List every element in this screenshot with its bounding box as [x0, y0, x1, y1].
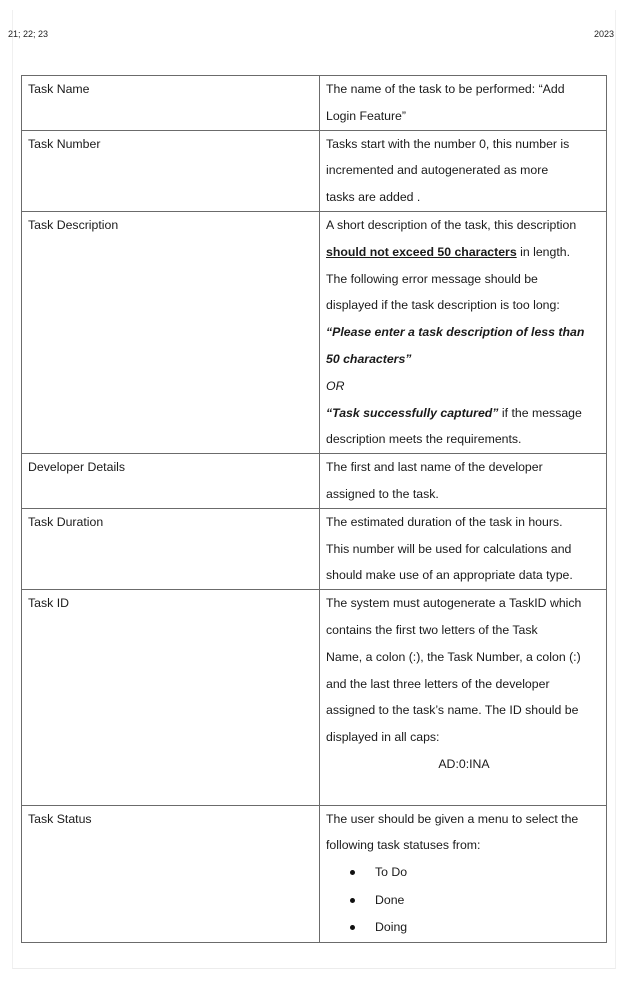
row-label: Task Number [22, 130, 320, 211]
row-description [320, 805, 607, 942]
row-description [320, 508, 607, 589]
table-row-developer-details [22, 454, 607, 509]
status-option [326, 887, 602, 915]
row-description [320, 454, 607, 509]
table-row-task-status [22, 805, 607, 942]
desc-line: The following error message should be [326, 271, 538, 286]
desc-line: This number will be used for calculations and [326, 541, 572, 556]
desc-line: tasks are added . [326, 190, 421, 205]
desc-line: displayed in all caps: [326, 730, 440, 745]
row-label: Task Name [22, 76, 320, 131]
row-label: Task Status [22, 805, 320, 942]
blank-line [326, 778, 602, 805]
error-message-text: “Please enter a task description of less than [326, 325, 585, 340]
desc-line: displayed if the task description is too long: [326, 298, 560, 313]
or-text: OR [326, 378, 345, 393]
desc-line: description meets the requirements. [326, 432, 522, 447]
desc-line: assigned to the task. [326, 486, 439, 501]
desc-text: if the message [498, 405, 582, 420]
status-option-label: Done [375, 892, 405, 907]
desc-line: following task statuses from: [326, 838, 481, 853]
desc-line: The first and last name of the developer [326, 460, 543, 475]
table-row-task-description [22, 211, 607, 453]
status-option-label: To Do [375, 865, 408, 880]
header-left-text: 21; 22; 23 [8, 29, 49, 39]
row-label: Task Duration [22, 508, 320, 589]
success-message-text: “Task successfully captured” [326, 405, 499, 420]
desc-line: The system must autogenerate a TaskID which [326, 596, 582, 611]
row-label: Task Description [22, 211, 320, 453]
desc-line: Login Feature” [326, 108, 406, 123]
desc-line: Name, a colon (:), the Task Number, a colon (:) [326, 649, 581, 664]
desc-line: The estimated duration of the task in hours. [326, 514, 563, 529]
task-spec-table [21, 75, 607, 943]
table-row-task-number [22, 130, 607, 211]
status-option-label: Doing [375, 920, 408, 935]
row-description [320, 130, 607, 211]
status-option [326, 914, 602, 942]
table-row-task-name [22, 76, 607, 131]
row-description [320, 590, 607, 805]
bullet-icon [350, 925, 355, 930]
desc-line: contains the first two letters of the Task [326, 622, 538, 637]
desc-line: The name of the task to be performed: “Add [326, 82, 565, 96]
desc-line [326, 400, 602, 427]
error-message-text: 50 characters” [326, 351, 412, 366]
table-row-task-id [22, 590, 607, 805]
desc-line: A short description of the task, this description [326, 217, 577, 232]
row-description [320, 211, 607, 453]
desc-text: in length. [516, 244, 571, 259]
desc-line [326, 239, 602, 266]
desc-line: The user should be given a menu to select the [326, 811, 579, 826]
task-id-example: AD:0:INA [438, 756, 490, 771]
bullet-icon [350, 898, 355, 903]
row-label: Developer Details [22, 454, 320, 509]
length-limit-emphasis: should not exceed 50 characters [326, 244, 517, 259]
desc-line: and the last three letters of the developer [326, 676, 550, 691]
table-row-task-duration [22, 508, 607, 589]
header-year: 2023 [593, 29, 614, 39]
desc-line: should make use of an appropriate data type. [326, 568, 573, 583]
bullet-icon [350, 870, 355, 875]
row-description [320, 76, 607, 131]
status-options-list [326, 859, 602, 942]
status-option [326, 859, 602, 887]
row-label: Task ID [22, 590, 320, 805]
desc-line: incremented and autogenerated as more [326, 163, 549, 178]
desc-line: assigned to the task’s name. The ID should be [326, 703, 579, 718]
desc-line: Tasks start with the number 0, this number is [326, 136, 570, 151]
